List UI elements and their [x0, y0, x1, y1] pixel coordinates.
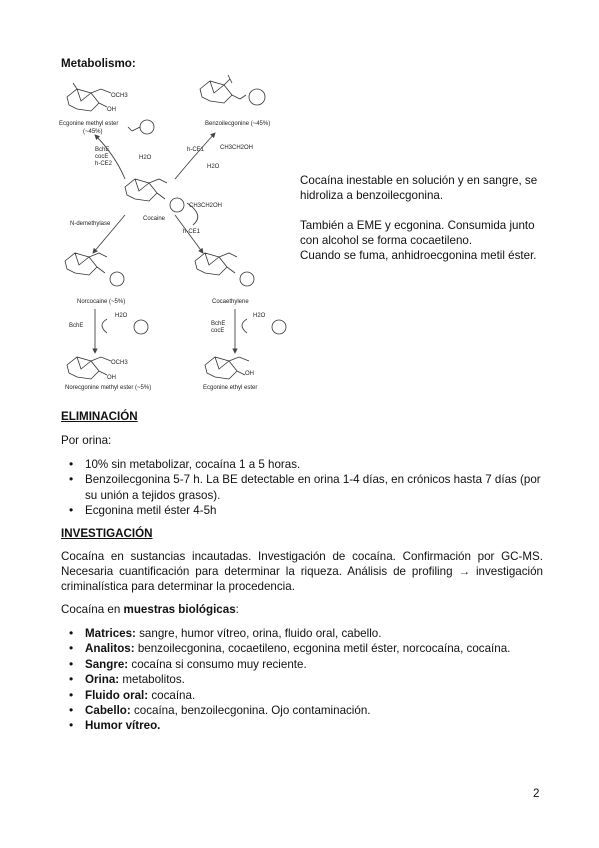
svg-text:H2O: H2O: [115, 313, 128, 319]
enzyme-left-1: BchE: [95, 147, 110, 153]
metabolism-note-2: También a EME y ecgonina. Consumida junto con alcohol se forma cocaetileno.: [300, 219, 535, 247]
cocaine-metabolism-scheme: [55, 75, 300, 393]
benzoic-acid-lower-left: [134, 320, 148, 334]
svg-text:H2O: H2O: [207, 164, 220, 170]
investigation-paragraph: Cocaína en sustancias incautadas. Investigación de cocaína. Confirmación por GC-MS. Necesaria cuantificación para determinar la riqueza. Análisis de profiling → investigación criminalística para determinar la procedencia.: [61, 550, 543, 593]
enzyme-left-2: cocE: [95, 154, 109, 160]
page-number: 2: [533, 787, 540, 800]
investigation-heading: INVESTIGACIÓN: [61, 527, 153, 540]
metabolism-heading: Metabolismo:: [61, 57, 136, 70]
list-item: • Orina: metabolitos.: [61, 672, 551, 687]
svg-text:OCH3: OCH3: [111, 93, 128, 99]
list-item: • Cabello: cocaína, benzoilecgonina. Ojo contaminación.: [61, 703, 551, 718]
label-norecgonine-methyl-ester: Norecgonine methyl ester (~5%): [65, 385, 152, 391]
svg-text:H2O: H2O: [139, 155, 152, 161]
svg-text:OH: OH: [107, 375, 116, 381]
molecule-cocaethylene: [195, 253, 254, 286]
label-ecgonine-methyl-ester-pct: (~45%): [83, 129, 103, 135]
n-demethylase: N-demethylase: [70, 221, 111, 227]
elimination-intro: Por orina:: [61, 434, 112, 447]
label-cocaine: Cocaine: [143, 216, 166, 222]
enzyme-right-top: h-CE1: [187, 147, 205, 153]
bio-samples-list: [61, 626, 551, 734]
metabolism-note-3: Cuando se fuma, anhidroecgonina metil éster.: [300, 249, 537, 262]
svg-text:CH3CH2OH: CH3CH2OH: [189, 203, 223, 209]
svg-text:CH3CH2OH: CH3CH2OH: [220, 145, 254, 151]
enzyme-right-mid: h-CE1: [183, 229, 201, 235]
benzoic-acid-lower-right: [272, 320, 286, 334]
label-norcocaine: Norcocaine (~5%): [77, 299, 126, 305]
list-item: • Benzoilecgonina 5-7 h. La BE detectable en orina 1-4 días, en crónicos hasta 7 días (por su unión a tejidos grasos).: [61, 472, 551, 503]
enzyme-left-3: h-CE2: [95, 161, 113, 167]
molecule-benzoylecgonine: [200, 75, 265, 105]
label-ecgonine-methyl-ester: Ecgonine methyl ester: [59, 121, 119, 127]
list-item: • Matrices: sangre, humor vítreo, orina, fluido oral, cabello.: [61, 626, 551, 641]
list-item: • Fluido oral: cocaína.: [61, 688, 551, 703]
svg-text:OCH3: OCH3: [111, 360, 128, 366]
list-item: • 10% sin metabolizar, cocaína 1 a 5 horas.: [61, 457, 551, 472]
bio-samples-intro: Cocaína en muestras biológicas:: [61, 603, 239, 616]
elimination-heading: ELIMINACIÓN: [61, 410, 138, 423]
molecule-ecgonine-ethyl-ester: [205, 357, 254, 379]
lower-right-enzyme-1: BchE: [211, 321, 226, 327]
molecule-norcocaine: [65, 253, 124, 286]
elimination-list: [61, 457, 551, 519]
list-item: • Ecgonina metil éster 4-5h: [61, 503, 551, 518]
label-cocaethylene: Cocaethylene: [212, 299, 249, 305]
svg-text:OH: OH: [107, 107, 116, 113]
benzoic-acid-left: [128, 120, 154, 134]
svg-text:H2O: H2O: [253, 313, 266, 319]
lower-left-enzyme: BchE: [69, 323, 84, 329]
molecule-cocaine: [125, 179, 184, 212]
label-benzoylecgonine: Benzoilecgonine (~45%): [205, 121, 271, 127]
svg-text:OH: OH: [245, 371, 254, 377]
molecule-ecgonine-methyl-ester: [67, 83, 128, 113]
list-item: • Humor vítreo.: [61, 718, 551, 733]
label-ecgonine-ethyl-ester: Ecgonine ethyl ester: [203, 385, 258, 391]
list-item: • Analitos: benzoilecgonina, cocaetileno, ecgonina metil éster, norcocaína, cocaína.: [61, 641, 551, 656]
metabolism-note-1: Cocaína inestable en solución y en sangre, se hidroliza a benzoilecgonina.: [300, 174, 538, 202]
lower-right-enzyme-2: cocE: [211, 328, 225, 334]
molecule-norecgonine-methyl-ester: [67, 357, 128, 381]
list-item: • Sangre: cocaína si consumo muy reciente.: [61, 657, 551, 672]
